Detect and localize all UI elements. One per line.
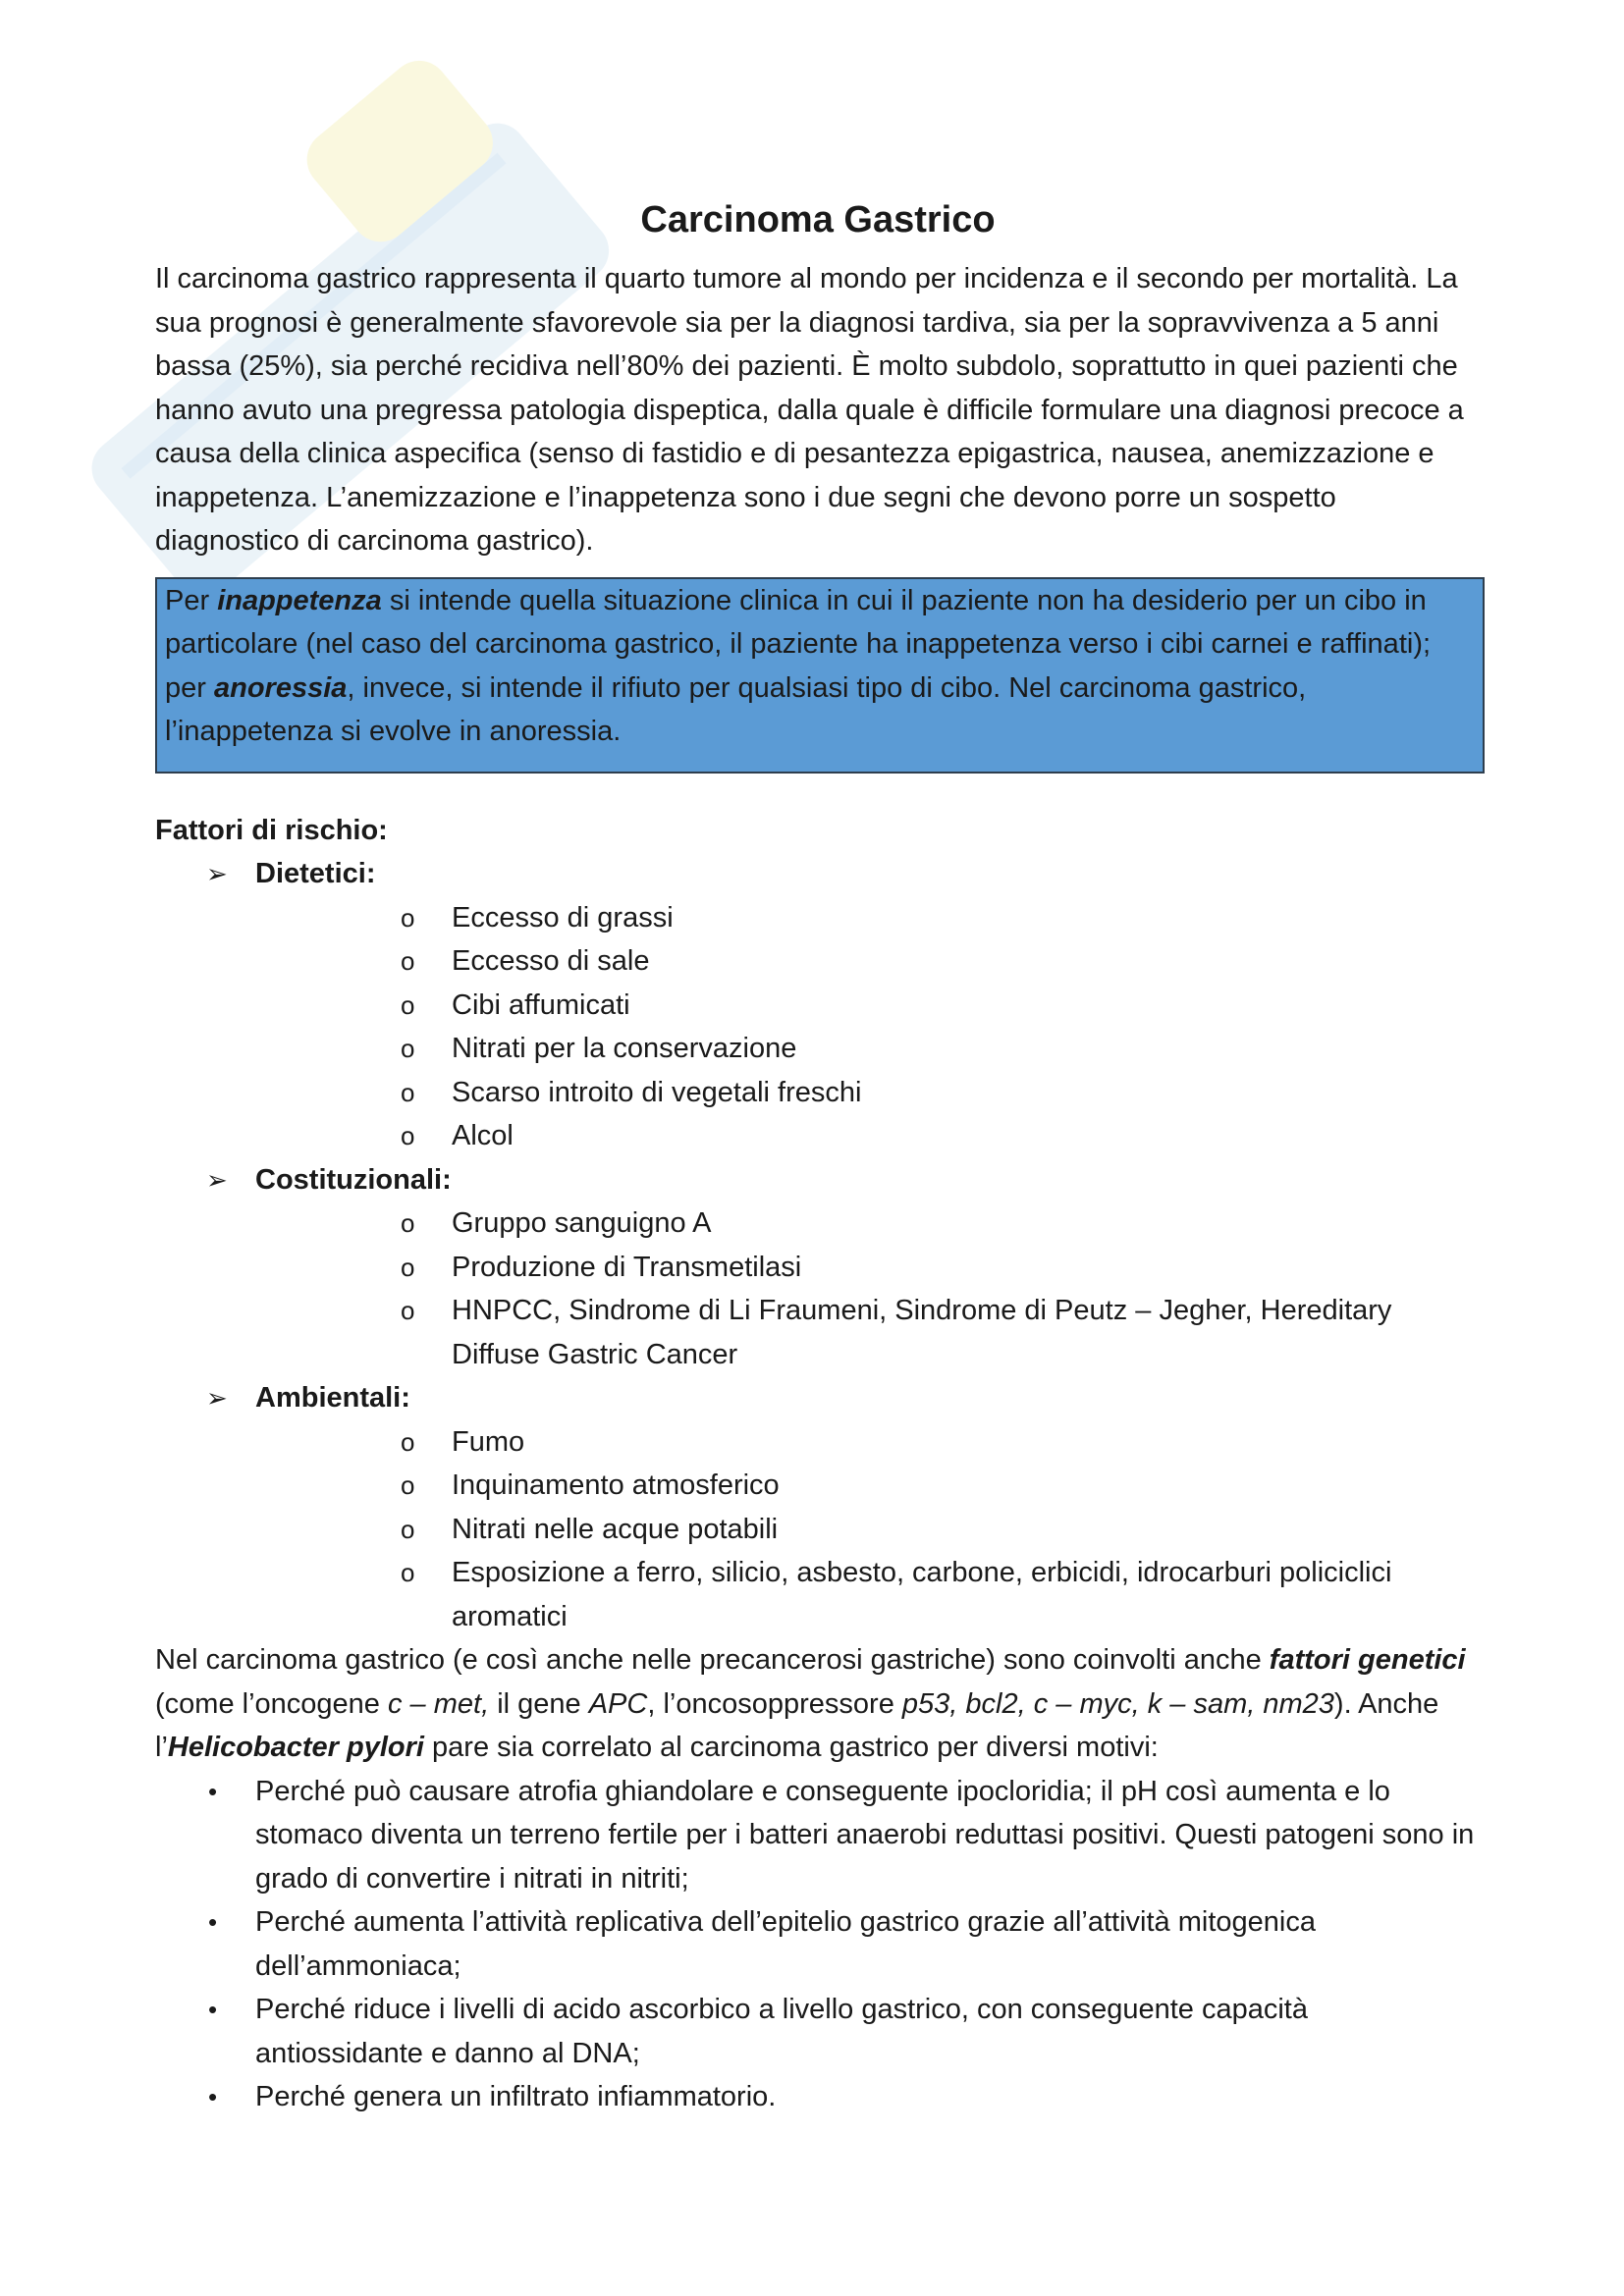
- risk-group-ambientali: [155, 1376, 1481, 1638]
- risk-group-label: Dietetici:: [255, 858, 376, 889]
- circle-bullet-icon: o: [401, 1252, 415, 1282]
- list-item: o Eccesso di sale: [253, 939, 1481, 984]
- risk-items: [253, 1201, 1481, 1376]
- circle-bullet-icon: o: [401, 1208, 415, 1238]
- circle-bullet-icon: o: [401, 1121, 415, 1150]
- risk-group-label: Ambientali:: [255, 1382, 410, 1414]
- helicobacter-reasons-list: [155, 1770, 1481, 2119]
- definition-box: [155, 577, 1485, 774]
- circle-bullet-icon: o: [401, 1296, 415, 1325]
- circle-bullet-icon: o: [401, 902, 415, 933]
- circle-bullet-icon: o: [401, 1034, 415, 1063]
- dot-bullet-icon: •: [208, 1995, 218, 2024]
- document-page: [155, 192, 1481, 2119]
- circle-bullet-icon: o: [401, 1558, 415, 1587]
- list-item: • Perché genera un infiltrato infiammatorio.: [155, 2075, 1481, 2119]
- circle-bullet-icon: o: [401, 1077, 415, 1107]
- intro-paragraph: Il carcinoma gastrico rappresenta il quarto tumore al mondo per incidenza e il secondo per mortalità. La sua prognosi è generalmente sfavorevole sia per la diagnosi tardiva, sia per la sopravvivenza a 5 anni bassa (25%), sia perché recidiva nell’80% dei pazienti. È molto subdolo, soprattutto in quei pazienti che hanno avuto una pregressa patologia dispeptica, dalla quale è difficile formulare una diagnosi precoce a causa della clinica aspecifica (senso di fastidio e di pesantezza epigastrica, nausea, anemizzazione e inappetenza. L’anemizzazione e l’inappetenza sono i due segni che devono porre un sospetto diagnostico di carcinoma gastrico).: [155, 263, 1464, 557]
- dot-bullet-icon: •: [208, 2082, 218, 2111]
- risk-group-dietetici: [155, 852, 1481, 1158]
- risk-factor-groups: [155, 852, 1481, 1638]
- list-item: o HNPCC, Sindrome di Li Fraumeni, Sindrome di Peutz – Jegher, Hereditary Diffuse Gastric Cancer: [253, 1289, 1481, 1376]
- page-title: Carcinoma Gastrico: [640, 199, 996, 240]
- list-item: o Eccesso di grassi: [253, 896, 1481, 940]
- circle-bullet-icon: o: [401, 1514, 415, 1544]
- dot-bullet-icon: •: [208, 1776, 218, 1806]
- term-inappetenza: inappetenza: [217, 584, 382, 616]
- circle-bullet-icon: o: [401, 1426, 415, 1457]
- circle-bullet-icon: o: [401, 989, 415, 1020]
- list-item: o Fumo: [253, 1420, 1481, 1465]
- list-item: o Nitrati nelle acque potabili: [253, 1508, 1481, 1552]
- dot-bullet-icon: •: [208, 1907, 218, 1937]
- list-item: o Nitrati per la conservazione: [253, 1027, 1481, 1071]
- list-item: o Alcol: [253, 1114, 1481, 1158]
- list-item: • Perché aumenta l’attività replicativa dell’epitelio gastrico grazie all’attività mitogenica dell’ammoniaca;: [155, 1900, 1481, 1988]
- list-item: o Scarso introito di vegetali freschi: [253, 1071, 1481, 1115]
- list-item: o Produzione di Transmetilasi: [253, 1246, 1481, 1290]
- risk-items: [253, 1420, 1481, 1639]
- arrow-bullet-icon: ➢: [206, 1164, 228, 1195]
- box-text-3: , invece, si intende il rifiuto per qualsiasi tipo di cibo. Nel carcinoma gastrico, l’inappetenza si evolve in anoressia.: [165, 671, 1307, 747]
- risk-items: [253, 896, 1481, 1158]
- circle-bullet-icon: o: [401, 1470, 415, 1500]
- box-text-1: Per: [165, 584, 218, 616]
- term-anoressia: anoressia: [213, 671, 348, 704]
- circle-bullet-icon: o: [401, 946, 415, 976]
- risk-factors-heading: Fattori di rischio:: [155, 814, 388, 846]
- arrow-bullet-icon: ➢: [206, 859, 228, 888]
- list-item: o Inquinamento atmosferico: [253, 1464, 1481, 1508]
- box-text-2: si intende quella situazione clinica in cui il paziente non ha desiderio per un cibo in particolare (nel caso del carcinoma gastrico, il paziente ha inappetenza verso i cibi carnei e raffinati); per: [165, 584, 1432, 704]
- term-fattori-genetici: fattori genetici: [1269, 1644, 1466, 1676]
- list-item: o Cibi affumicati: [253, 984, 1481, 1028]
- term-helicobacter-pylori: Helicobacter pylori: [167, 1732, 424, 1763]
- list-item: • Perché può causare atrofia ghiandolare e conseguente ipocloridia; il pH così aumenta e lo stomaco diventa un terreno fertile per i batteri anaerobi reduttasi positivi. Questi patogeni sono in grado di convertire i nitrati in nitriti;: [155, 1770, 1481, 1901]
- risk-group-costituzionali: [155, 1158, 1481, 1377]
- list-item: • Perché riduce i livelli di acido ascorbico a livello gastrico, con conseguente capacità antiossidante e danno al DNA;: [155, 1988, 1481, 2075]
- risk-group-label: Costituzionali:: [255, 1163, 452, 1196]
- genetic-factors-paragraph: Nel carcinoma gastrico (e così anche nelle precancerosi gastriche) sono coinvolti anche fattori genetici (come l’oncogene c – met, il gene APC, l’oncosoppressore p53, bcl2, c – myc, k – sam, nm23). Anche l’Helicobacter pylori pare sia correlato al carcinoma gastrico per diversi motivi:: [155, 1644, 1466, 1763]
- list-item: o Esposizione a ferro, silicio, asbesto, carbone, erbicidi, idrocarburi policiclici aromatici: [253, 1551, 1481, 1638]
- list-item: o Gruppo sanguigno A: [253, 1201, 1481, 1246]
- arrow-bullet-icon: ➢: [206, 1383, 228, 1413]
